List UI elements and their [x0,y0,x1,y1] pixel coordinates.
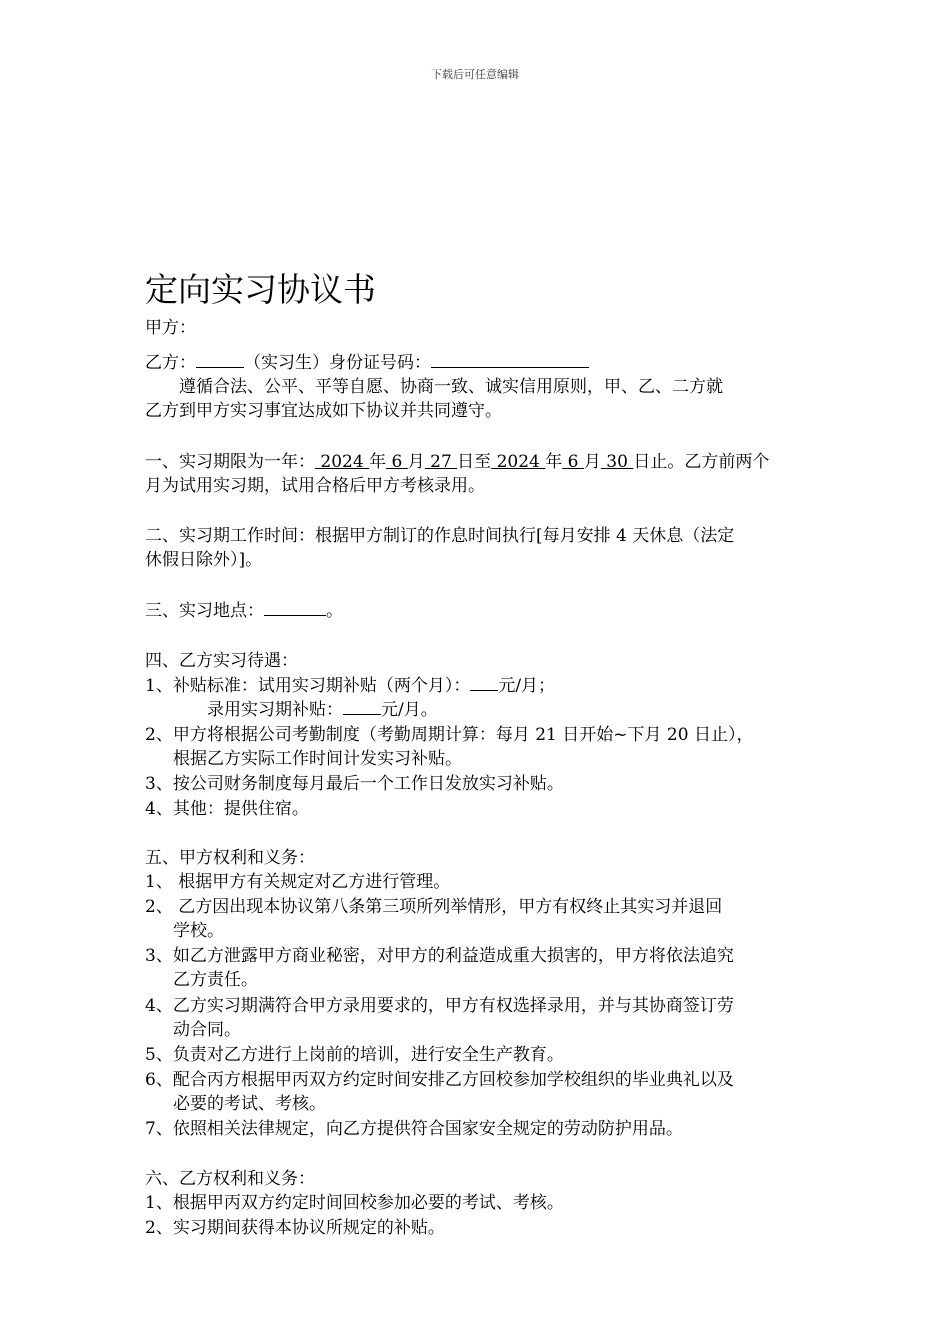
treatment-item-1b [207,698,438,722]
trial-subsidy-unit: 元/月； [498,676,556,696]
rights-a-item-4-line-1: 4、乙方实习期满符合甲方录用要求的，甲方有权选择录用，并与其协商签订劳 [145,996,734,1016]
trial-subsidy-blank[interactable] [470,675,498,691]
location-label: 三、实习地点： [145,601,264,621]
rights-a-item-3-line-2: 乙方责任。 [173,970,258,990]
year-char: 年 [545,452,563,472]
rights-a-item-1: 1、 根据甲方有关规定对乙方进行管理。 [145,872,451,892]
treatment-item-2-line-2: 根据乙方实际工作时间计发实习补贴。 [173,749,462,769]
page-header: 下载后可任意编辑 [431,68,519,81]
treatment-item-2-line-1: 2、甲方将根据公司考勤制度（考勤周期计算：每月 21 日开始~下月 20 日止）， [145,725,754,745]
rights-b-item-1: 1、根据甲丙双方约定时间回校参加必要的考试、考核。 [145,1193,564,1213]
period-line-2: 月为试用实习期，试用合格后甲方考核录用。 [145,476,485,496]
day-to-char: 日至 [457,452,492,472]
period-prefix: 一、实习期限为一年： [145,452,315,472]
work-time-line-1: 二、实习期工作时间：根据甲方制订的作息时间执行[每月安排 4 天休息（法定 [145,526,735,546]
party-a-line: 甲方： [145,318,196,338]
document-title: 定向实习协议书 [145,270,376,309]
start-month: 6 [391,452,403,472]
treatment-item-1 [145,674,555,698]
hired-subsidy-label: 录用实习期补贴： [207,700,343,720]
hired-subsidy-blank[interactable] [343,699,381,715]
period-line-1 [145,450,769,474]
month-char: 月 [583,452,601,472]
party-b-label: 乙方： [145,353,196,373]
party-b-role: （实习生）身份证号码： [244,353,431,373]
rights-a-heading: 五、甲方权利和义务： [145,848,315,868]
start-year: 2024 [320,452,364,472]
hired-subsidy-unit: 元/月。 [381,700,438,720]
treatment-item-4: 4、其他：提供住宿。 [145,799,309,819]
party-b-name-blank[interactable] [196,352,244,368]
rights-a-item-6-line-2: 必要的考试、考核。 [173,1094,326,1114]
rights-b-item-2: 2、实习期间获得本协议所规定的补贴。 [145,1218,445,1238]
day-end-text: 日止。乙方前两个 [633,452,770,472]
party-b-line [145,351,589,375]
rights-a-item-4-line-2: 动合同。 [173,1020,241,1040]
month-char: 月 [407,452,425,472]
intro-line-2: 乙方到甲方实习事宜达成如下协议并共同遵守。 [145,401,502,421]
rights-a-item-3-line-1: 3、如乙方泄露甲方商业秘密，对甲方的利益造成重大损害的，甲方将依法追究 [145,946,734,966]
rights-a-item-2-line-2: 学校。 [173,921,224,941]
start-day: 27 [430,452,452,472]
id-number-blank[interactable] [431,352,589,368]
location-blank[interactable] [264,600,326,616]
intro-line-1: 遵循合法、公平、平等自愿、协商一致、诚实信用原则，甲、乙、二方就 [179,377,723,397]
rights-a-item-6-line-1: 6、配合丙方根据甲丙双方约定时间安排乙方回校参加学校组织的毕业典礼以及 [145,1070,734,1090]
location-line [145,599,343,623]
rights-a-item-7: 7、依照相关法律规定，向乙方提供符合国家安全规定的劳动防护用品。 [145,1119,683,1139]
end-year: 2024 [496,452,540,472]
treatment-item-3: 3、按公司财务制度每月最后一个工作日发放实习补贴。 [145,774,564,794]
treatment-heading: 四、乙方实习待遇： [145,651,298,671]
rights-b-heading: 六、乙方权利和义务： [145,1169,315,1189]
rights-a-item-5: 5、负责对乙方进行上岗前的培训，进行安全生产教育。 [145,1045,564,1065]
work-time-line-2: 休假日除外）]。 [145,550,263,570]
trial-subsidy-label: 1、补贴标准：试用实习期补贴（两个月）： [145,676,471,696]
end-day: 30 [606,452,628,472]
rights-a-item-2-line-1: 2、 乙方因出现本协议第八条第三项所列举情形，甲方有权终止其实习并退回 [145,897,723,917]
year-char: 年 [369,452,387,472]
end-month: 6 [567,452,579,472]
location-suffix: 。 [326,601,343,621]
